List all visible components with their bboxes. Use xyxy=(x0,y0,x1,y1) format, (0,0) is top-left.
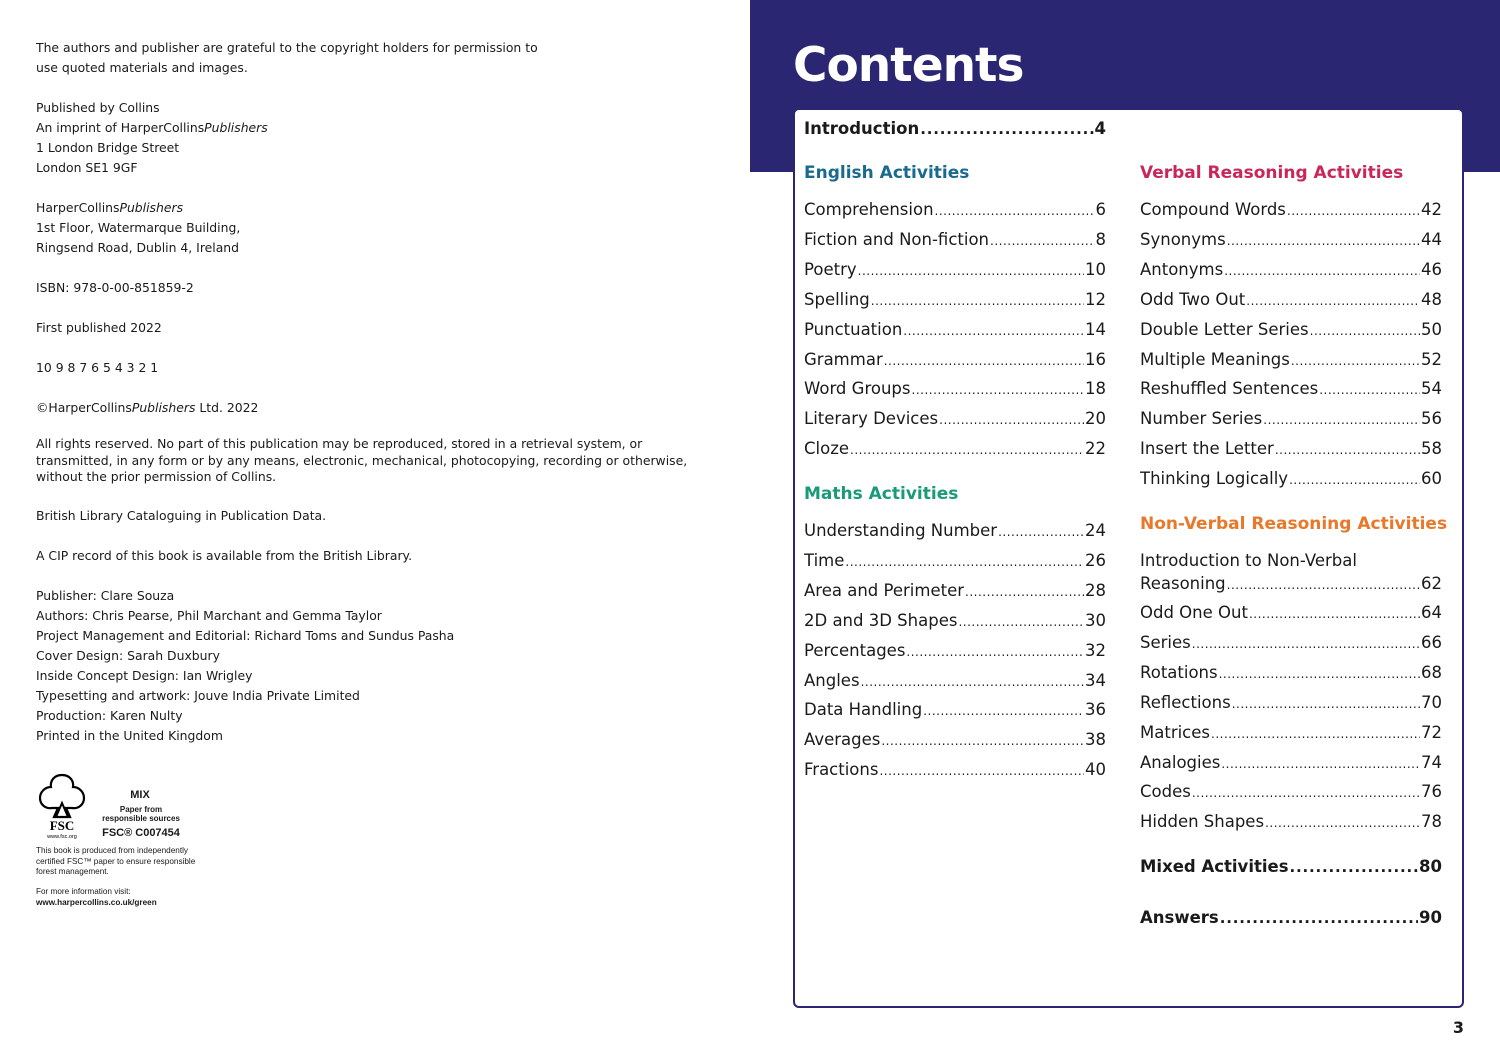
toc-entry-label: Insert the Letter xyxy=(1140,439,1274,459)
toc-entry[interactable] xyxy=(804,700,1106,721)
cataloguing: British Library Cataloguing in Publication Data. xyxy=(36,507,327,523)
toc-entry[interactable] xyxy=(1140,230,1442,251)
toc-entry-leader xyxy=(906,642,1084,662)
toc-entry-leader xyxy=(1289,470,1420,490)
toc-entry-nonverbal-intro[interactable]: Introduction to Non-Verbal Reasoning ..... 62 xyxy=(1140,549,1442,597)
toc-entry-leader xyxy=(912,380,1085,400)
toc-entry-page: 12 xyxy=(1085,289,1106,309)
toc-entry-page: 14 xyxy=(1085,319,1106,339)
toc-entry-leader xyxy=(935,201,1095,221)
toc-entry-label: Reflections xyxy=(1140,692,1231,712)
fsc-tree-logo-icon xyxy=(36,773,88,839)
cip-record: A CIP record of this book is available from the British Library. xyxy=(36,547,413,563)
toc-entry-label: Percentages xyxy=(804,640,906,660)
svg-text:www.fsc.org: www.fsc.org xyxy=(47,834,77,839)
print-line: 10 9 8 7 6 5 4 3 2 1 xyxy=(36,360,159,375)
toc-entry[interactable] xyxy=(804,611,1106,632)
fsc-paper-label: Paper from responsible sources xyxy=(102,805,180,823)
toc-entry-label: Poetry xyxy=(804,259,857,279)
toc-entry-leader xyxy=(861,672,1084,692)
toc-entry-page: 68 xyxy=(1421,662,1442,682)
grateful-note: The authors and publisher are grateful to the copyright holders for permission to use quoted materials and images. xyxy=(36,40,538,75)
toc-entry-label: Punctuation xyxy=(804,319,903,339)
toc-entry-label: Data Handling xyxy=(804,700,923,720)
toc-entry-leader xyxy=(1224,261,1420,281)
toc-entry-leader xyxy=(845,552,1084,572)
toc-entry-leader xyxy=(1211,724,1420,744)
toc-entry-page: 34 xyxy=(1085,670,1106,690)
toc-entry-page: 40 xyxy=(1085,760,1106,780)
toc-entry-leader xyxy=(939,410,1084,430)
toc-entry-page: 18 xyxy=(1085,379,1106,399)
toc-entry-leader xyxy=(1319,380,1420,400)
toc-entry-label: Understanding Number xyxy=(804,521,998,540)
toc-entry-label: Angles xyxy=(804,670,860,690)
credits-list: Publisher: Clare Souza Authors: Chris Pearse, Phil Marchant and Gemma Taylor Project Management and Editorial: Richard Toms and Sundus Pasha Cover Design: Sarah Duxbury Inside Concept Design: Ian Wrigley Typesetting and artwork: Jouve India Private Limited Production: Karen Nulty Printed in the United Kingdom xyxy=(36,587,455,743)
toc-entry-label: Series xyxy=(1140,632,1191,652)
toc-entry-leader xyxy=(871,291,1084,311)
toc-entry[interactable] xyxy=(804,671,1106,692)
toc-entry-label: Literary Devices xyxy=(804,409,939,429)
section-heading-verbal: Verbal Reasoning Activities xyxy=(1140,163,1404,183)
toc-entry-page: 38 xyxy=(1085,730,1106,750)
toc-entry-label: Cloze xyxy=(804,439,850,459)
fsc-info: For more information visit: www.harpercollins.co.uk/green xyxy=(36,887,157,907)
toc-entry-page: 54 xyxy=(1421,379,1442,399)
svg-text:FSC: FSC xyxy=(49,818,75,833)
toc-entry-page: 70 xyxy=(1421,692,1442,712)
toc-entry-label: Synonyms xyxy=(1140,229,1226,249)
toc-entry-page: 46 xyxy=(1421,259,1442,279)
toc-entry-page: 60 xyxy=(1421,469,1442,489)
toc-entry-label: Number Series xyxy=(1140,409,1263,429)
first-published: First published 2022 xyxy=(36,320,162,335)
toc-entry-label: Odd One Out xyxy=(1140,603,1248,622)
toc-entry-label: Fiction and Non-fiction xyxy=(804,229,990,249)
fsc-info-link[interactable]: www.harpercollins.co.uk/green xyxy=(36,897,157,907)
toc-entry-label: Matrices xyxy=(1140,722,1211,742)
toc-entry-leader xyxy=(965,582,1084,602)
toc-entry-label: Hidden Shapes xyxy=(1140,812,1265,832)
toc-entry[interactable] xyxy=(1140,379,1442,400)
toc-entry-label: Double Letter Series xyxy=(1140,319,1309,339)
toc-entry[interactable] xyxy=(804,409,1106,430)
toc-entry[interactable] xyxy=(1140,350,1442,371)
toc-entry-page: 66 xyxy=(1421,632,1442,652)
toc-entry-page: 20 xyxy=(1085,409,1106,429)
toc-entry-label: Multiple Meanings xyxy=(1140,349,1290,369)
toc-entry[interactable] xyxy=(1140,723,1442,744)
fsc-note: This book is produced from independently certified FSC™ paper to ensure responsible forest management. xyxy=(36,846,196,876)
toc-entry-label: 2D and 3D Shapes xyxy=(804,610,958,630)
toc-entry-label: Area and Perimeter xyxy=(804,580,965,600)
toc-entry-label: Odd Two Out xyxy=(1140,289,1246,309)
toc-entry-leader xyxy=(990,231,1094,251)
toc-entry[interactable] xyxy=(804,521,1106,542)
toc-entry-page: 36 xyxy=(1085,700,1106,720)
toc-entry-leader xyxy=(958,612,1084,632)
toc-entry-leader xyxy=(1263,410,1420,430)
publisher-address: Published by Collins An imprint of HarperCollinsPublishers 1 London Bridge Street London SE1 9GF xyxy=(36,100,268,175)
toc-entry-page: 76 xyxy=(1421,782,1442,802)
toc-entry-page: 64 xyxy=(1421,603,1442,622)
section-heading-nonverbal: Non-Verbal Reasoning Activities xyxy=(1140,514,1448,534)
page-title: Contents xyxy=(793,38,1024,93)
toc-entry-page: 22 xyxy=(1085,439,1106,459)
toc-entry-label: Codes xyxy=(1140,782,1191,802)
toc-entry-label: Rotations xyxy=(1140,662,1218,682)
toc-entry-leader xyxy=(884,351,1084,371)
toc-entry-leader xyxy=(1232,694,1420,714)
toc-entry[interactable] xyxy=(1140,633,1442,654)
toc-entry[interactable] xyxy=(1140,409,1442,430)
toc-entry-page: 74 xyxy=(1421,752,1442,772)
toc-entry-leader xyxy=(881,731,1084,751)
toc-entry[interactable] xyxy=(804,730,1106,751)
toc-entry[interactable] xyxy=(804,551,1106,572)
rights-statement: All rights reserved. No part of this publication may be reproduced, stored in a retrieval system, or transmitted, in any form or by any means, electronic, mechanical, photocopying, recording or otherwise, without the prior permission of Collins. xyxy=(36,436,688,484)
fsc-code: FSC® C007454 xyxy=(102,827,180,839)
toc-entry[interactable] xyxy=(804,290,1106,311)
isbn: ISBN: 978-0-00-851859-2 xyxy=(36,280,194,295)
toc-entry-leader xyxy=(1246,291,1420,311)
toc-entry-leader xyxy=(1192,634,1420,654)
section-heading-maths: Maths Activities xyxy=(804,484,959,504)
toc-entry-page: 26 xyxy=(1085,550,1106,570)
copyright: ©HarperCollinsPublishers Ltd. 2022 xyxy=(36,400,259,415)
toc-entry[interactable] xyxy=(804,379,1106,400)
toc-entry[interactable] xyxy=(1140,439,1442,460)
toc-entry[interactable] xyxy=(804,320,1106,341)
toc-entry-page: 42 xyxy=(1421,200,1442,219)
toc-entry[interactable] xyxy=(1140,812,1442,833)
section-heading-english: English Activities xyxy=(804,163,970,183)
toc-entry-label: Word Groups xyxy=(804,379,911,399)
toc-entry[interactable] xyxy=(1140,782,1442,803)
toc-entry-label: Spelling xyxy=(804,289,870,309)
toc-entry-page: 52 xyxy=(1421,349,1442,369)
toc-entry-leader xyxy=(850,440,1084,460)
toc-entry[interactable] xyxy=(1140,200,1442,221)
toc-entry[interactable] xyxy=(1140,260,1442,281)
toc-entry-page: 30 xyxy=(1085,610,1106,630)
fsc-mix-label: MIX xyxy=(130,789,150,801)
toc-entry-label: Compound Words xyxy=(1140,200,1286,219)
toc-entry-mixed[interactable]: Mixed Activities ..... 80 xyxy=(1140,857,1442,877)
toc-entry-page: 44 xyxy=(1421,229,1442,249)
toc-entry-label: Grammar xyxy=(804,349,883,369)
toc-entry[interactable] xyxy=(804,439,1106,460)
toc-entry-leader xyxy=(879,761,1084,781)
toc-entry-page: 16 xyxy=(1085,349,1106,369)
toc-entry-page: 58 xyxy=(1421,439,1442,459)
toc-entry-page: 50 xyxy=(1421,319,1442,339)
toc-entry-label: Comprehension xyxy=(804,200,934,219)
toc-entry-label: Antonyms xyxy=(1140,259,1224,279)
toc-entry-leader xyxy=(1287,201,1420,221)
toc-entry-leader xyxy=(1310,321,1420,341)
toc-entry-leader xyxy=(903,321,1084,341)
toc-entry[interactable] xyxy=(1140,603,1442,624)
toc-entry-leader xyxy=(1219,664,1420,684)
toc-entry-answers[interactable]: Answers ..... 90 xyxy=(1140,908,1442,928)
toc-entry-leader xyxy=(998,522,1084,542)
toc-entry-leader xyxy=(1275,440,1420,460)
toc-entry[interactable] xyxy=(804,260,1106,281)
toc-entry[interactable] xyxy=(804,581,1106,602)
toc-entry-page: 72 xyxy=(1421,722,1442,742)
toc-entry[interactable] xyxy=(1140,290,1442,311)
toc-entry-introduction[interactable]: Introduction ..... 4 xyxy=(804,119,1106,139)
toc-entry-leader xyxy=(1249,604,1420,624)
toc-entry-leader xyxy=(1192,783,1420,803)
toc-entry-page: 6 xyxy=(1095,200,1106,219)
toc-entry-leader xyxy=(1291,351,1420,371)
toc-entry-page: 28 xyxy=(1085,580,1106,600)
toc-entry-leader xyxy=(1221,754,1420,774)
toc-entry-leader xyxy=(858,261,1084,281)
toc-entry-page: 56 xyxy=(1421,409,1442,429)
toc-entry-page: 78 xyxy=(1421,812,1442,832)
toc-entry-label: Analogies xyxy=(1140,752,1221,772)
toc-entry-page: 32 xyxy=(1085,640,1106,660)
toc-entry-label: Averages xyxy=(804,730,881,750)
toc-entry[interactable] xyxy=(1140,693,1442,714)
toc-entry[interactable] xyxy=(804,200,1106,221)
toc-entry-page: 10 xyxy=(1085,259,1106,279)
toc-entry[interactable] xyxy=(1140,663,1442,684)
toc-entry[interactable] xyxy=(1140,753,1442,774)
toc-entry-label: Time xyxy=(804,550,845,570)
imprint-page xyxy=(36,38,696,746)
toc-entry-leader xyxy=(1227,231,1420,251)
toc-entry-label: Fractions xyxy=(804,760,879,780)
dublin-address: HarperCollinsPublishers 1st Floor, Watermarque Building, Ringsend Road, Dublin 4, Ireland xyxy=(36,200,241,255)
toc-entry[interactable] xyxy=(804,230,1106,251)
toc-entry-leader xyxy=(1265,813,1420,833)
toc-entry-label: Reshuffled Sentences xyxy=(1140,379,1319,399)
toc-entry[interactable] xyxy=(804,760,1106,781)
toc-entry[interactable] xyxy=(804,350,1106,371)
toc-entry-label: Thinking Logically xyxy=(1140,469,1289,489)
toc-entry-leader xyxy=(923,701,1084,721)
toc-entry[interactable] xyxy=(804,641,1106,662)
page-number: 3 xyxy=(1452,1018,1464,1037)
toc-entry-page: 24 xyxy=(1085,521,1106,540)
toc-entry-page: 48 xyxy=(1421,289,1442,309)
toc-entry[interactable] xyxy=(1140,469,1442,490)
toc-entry-page: 8 xyxy=(1095,229,1106,249)
toc-entry[interactable] xyxy=(1140,320,1442,341)
